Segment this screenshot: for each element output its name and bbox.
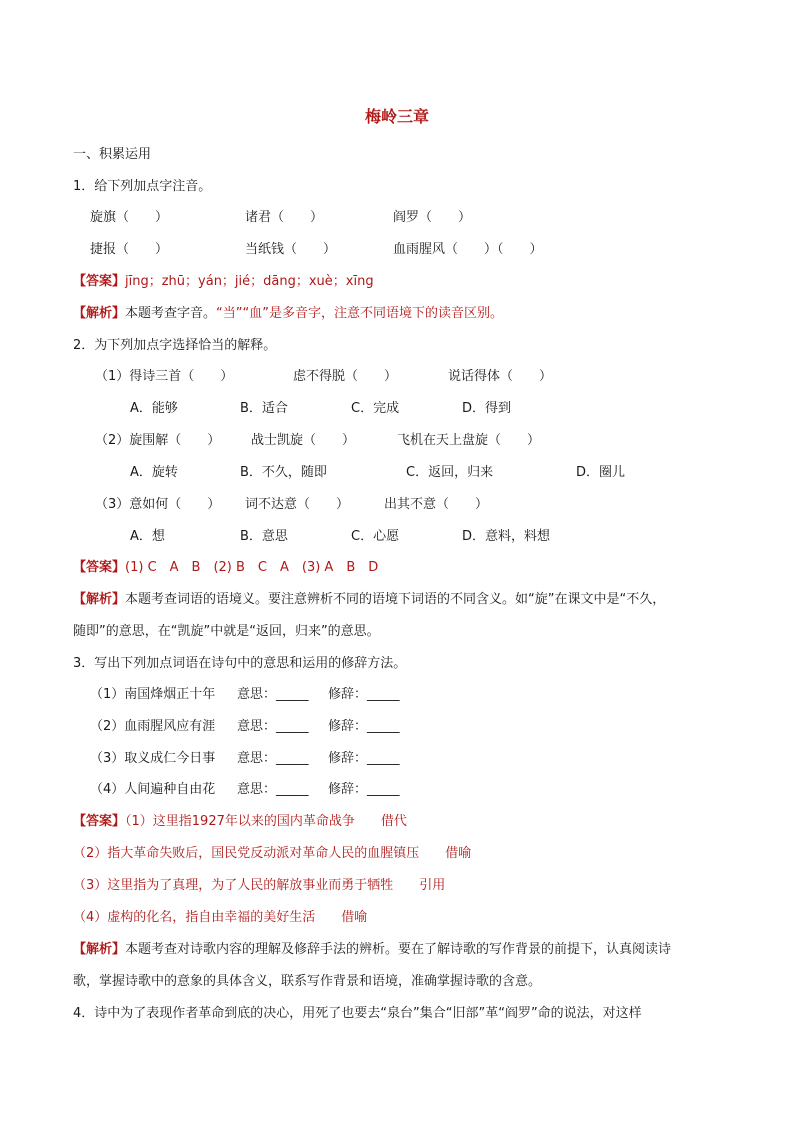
q1-item: 旋旗（ ） — [90, 210, 169, 225]
q3-answer-line: （4）虚构的化名，指自由幸福的美好生活 借喻 — [73, 910, 368, 925]
q2-item: （3）意如何（ ） — [95, 497, 221, 512]
analysis-tag: 【解析】 — [73, 592, 126, 607]
q1-analysis — [73, 304, 503, 324]
q2-analysis-cont: 随即”的意思，在“凯旋”中就是“返回，归来”的意思。 — [73, 624, 380, 639]
q2-item: 飞机在天上盘旋（ ） — [397, 433, 541, 448]
answer-text: jīng；zhū；yán；jié；dāng；xuè；xīng — [125, 274, 374, 289]
q2-item: 虑不得脱（ ） — [293, 369, 398, 384]
q3-answer — [73, 812, 407, 832]
q3-answer-line: （2）指大革命失败后，国民党反动派对革命人民的血腥镇压 借喻 — [73, 846, 472, 861]
q1-prompt: 1．给下列加点字注音。 — [73, 179, 212, 194]
q1-item: 阎罗（ ） — [393, 210, 472, 225]
page-title: 梅岭三章 — [364, 107, 429, 126]
analysis-tag: 【解析】 — [73, 942, 126, 957]
q3-item-label: （1）南国烽烟正十年 — [90, 687, 216, 702]
q3-item-meaning: 意思：_____ — [237, 782, 309, 797]
q2-item: （2）旋围解（ ） — [95, 433, 221, 448]
q3-answer-line: （3）这里指为了真理，为了人民的解放事业而勇于牺牲 引用 — [73, 878, 446, 893]
q3-analysis-cont: 歌，掌握诗歌中的意象的具体含义，联系写作背景和语境，准确掌握诗歌的含意。 — [73, 974, 542, 989]
q1-item: 捷报（ ） — [90, 242, 169, 257]
q2-option: A．旋转 — [130, 465, 178, 480]
q1-item: 血雨腥风（ ）（ ） — [393, 242, 543, 257]
answer-tag: 【答案】 — [73, 560, 126, 575]
q3-item-rhetoric: 修辞：_____ — [328, 719, 400, 734]
q3-item-meaning: 意思：_____ — [237, 687, 309, 702]
analysis-line: 本题考查词语的语境义。要注意辨析不同的语境下词语的不同含义。如“旋”在课文中是“不久， — [125, 592, 666, 607]
answer-tag: 【答案】 — [73, 814, 126, 829]
q1-answer — [73, 272, 374, 292]
q3-item-label: （4）人间遍种自由花 — [90, 782, 216, 797]
q2-item: 词不达意（ ） — [245, 497, 350, 512]
q2-option: B．不久，随即 — [240, 465, 327, 480]
q4-prompt: 4．诗中为了表现作者革命到底的决心，用死了也要去“泉台”集合“旧部”革“阎罗”命的说法，对这样 — [73, 1006, 642, 1021]
q3-item-meaning: 意思：_____ — [237, 751, 309, 766]
q2-option: C．完成 — [351, 401, 400, 416]
analysis-tag: 【解析】 — [73, 306, 126, 321]
q3-item-label: （3）取义成仁今日事 — [90, 751, 216, 766]
q2-item: 说话得体（ ） — [448, 369, 553, 384]
q3-item-rhetoric: 修辞：_____ — [328, 751, 400, 766]
q2-option: C．返回，归来 — [406, 465, 494, 480]
q3-item-meaning: 意思：_____ — [237, 719, 309, 734]
q2-answer — [73, 558, 378, 578]
analysis-lead: 本题考查字音。 — [125, 306, 217, 321]
q2-analysis — [73, 590, 665, 610]
q2-option: D．圈儿 — [576, 465, 626, 480]
q2-option: B．意思 — [240, 529, 288, 544]
q2-item: 战士凯旋（ ） — [251, 433, 356, 448]
q3-item-label: （2）血雨腥风应有涯 — [90, 719, 216, 734]
answer-text: （1）这里指1927年以来的国内革命战争 借代 — [125, 814, 407, 829]
analysis-line: 本题考查对诗歌内容的理解及修辞手法的辨析。要在了解诗歌的写作背景的前提下，认真阅读诗 — [125, 942, 672, 957]
q1-item: 当纸钱（ ） — [245, 242, 337, 257]
q3-analysis — [73, 940, 671, 960]
q2-item: 出其不意（ ） — [384, 497, 489, 512]
answer-text: (1) C A B (2) B C A (3) A B D — [125, 560, 379, 575]
q3-item-rhetoric: 修辞：_____ — [328, 782, 400, 797]
analysis-text: “当”“血”是多音字，注意不同语境下的读音区别。 — [216, 306, 503, 321]
section-heading: 一、积累运用 — [73, 147, 152, 162]
q2-prompt: 2．为下列加点字选择恰当的解释。 — [73, 338, 277, 353]
q2-option: B．适合 — [240, 401, 288, 416]
q3-prompt: 3．写出下列加点词语在诗句中的意思和运用的修辞方法。 — [73, 656, 407, 671]
answer-tag: 【答案】 — [73, 274, 126, 289]
q2-option: D．意料，料想 — [462, 529, 551, 544]
q2-option: C．心愿 — [351, 529, 400, 544]
q2-option: A．能够 — [130, 401, 178, 416]
q2-item: （1）得诗三首（ ） — [95, 369, 234, 384]
q2-option: A．想 — [130, 529, 165, 544]
q1-item: 诸君（ ） — [245, 210, 324, 225]
q3-item-rhetoric: 修辞：_____ — [328, 687, 400, 702]
q2-option: D．得到 — [462, 401, 512, 416]
